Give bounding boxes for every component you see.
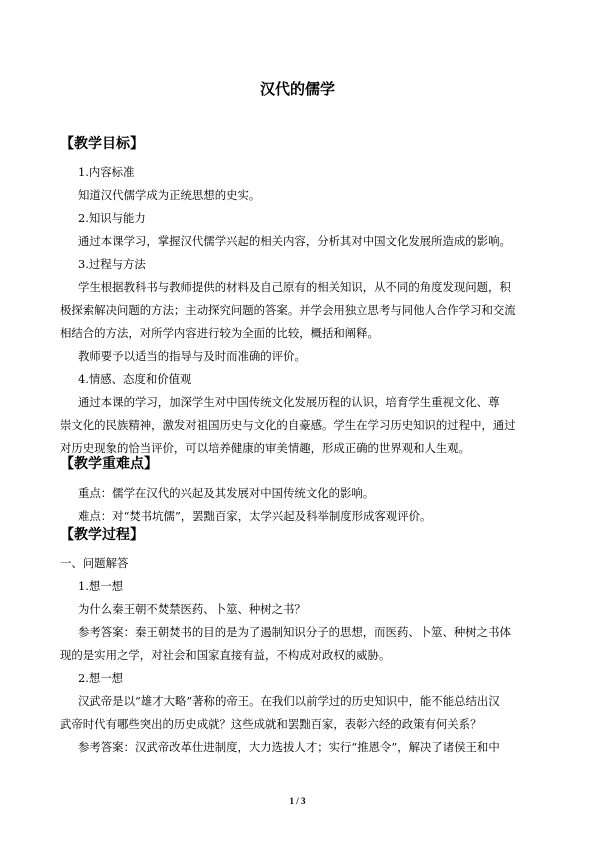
section-heading-key: 【教学重难点】 [60, 456, 158, 472]
paragraph: 2.知识与能力 [78, 211, 146, 225]
paragraph: 参考答案：汉武帝改革仕进制度，大力选拔人才；实行“推恩令”，解决了诸侯王和中 [78, 740, 500, 754]
paragraph: 重点：儒学在汉代的兴起及其发展对中国传统文化的影响。 [78, 486, 375, 500]
section-heading-process: 【教学过程】 [60, 527, 144, 543]
paragraph: 教师要予以适当的指导与及时而准确的评价。 [78, 349, 306, 363]
paragraph: 汉武帝是以“雄才大略”著称的帝王。在我们以前学过的历史知识中，能不能总结出汉 [78, 694, 500, 708]
page-number: 1 / 3 [289, 796, 306, 806]
paragraph: 现的是实用之学，对社会和国家直接有益，不构成对政权的威胁。 [60, 648, 391, 662]
paragraph: 参考答案：秦王朝焚书的目的是为了遏制知识分子的思想，而医药、卜筮、种树之书体 [78, 625, 511, 639]
paragraph: 一、问题解答 [60, 556, 129, 570]
paragraph: 1.想一想 [78, 579, 124, 593]
section-heading-goals: 【教学目标】 [60, 136, 144, 152]
paragraph: 对历史现象的恰当评价，可以培养健康的审美情趣，形成正确的世界观和人生观。 [60, 441, 471, 455]
paragraph: 4.情感、态度和价值观 [78, 372, 192, 386]
paragraph: 知道汉代儒学成为正统思想的史实。 [78, 188, 261, 202]
paragraph: 极探索解决问题的方法；主动探究问题的答案。并学会用独立思考与同他人合作学习和交流 [60, 303, 516, 317]
paragraph: 通过本课的学习，加深学生对中国传统文化发展历程的认识，培育学生重视文化、尊 [78, 395, 500, 409]
paragraph: 为什么秦王朝不焚禁医药、卜筮、种树之书？ [78, 602, 306, 616]
paragraph: 3.过程与方法 [78, 257, 146, 271]
paragraph: 相结合的方法，对所学内容进行较为全面的比较，概括和阐释。 [60, 326, 379, 340]
paragraph: 2.想一想 [78, 671, 124, 685]
page-title: 汉代的儒学 [259, 80, 335, 98]
paragraph: 学生根据教科书与教师提供的材料及自己原有的相关知识，从不同的角度发现问题，积 [78, 280, 511, 294]
paragraph: 通过本课学习，掌握汉代儒学兴起的相关内容，分析其对中国文化发展所造成的影响。 [78, 234, 511, 248]
paragraph: 难点：对“焚书坑儒”，罢黜百家，太学兴起及科举制度形成客观评价。 [78, 509, 432, 523]
paragraph: 1.内容标准 [78, 165, 135, 179]
paragraph: 武帝时代有哪些突出的历史成就？这些成就和罢黜百家，表彰六经的政策有何关系？ [60, 717, 482, 731]
paragraph: 崇文化的民族精神，激发对祖国历史与文化的自豪感。学生在学习历史知识的过程中，通过 [60, 418, 516, 432]
